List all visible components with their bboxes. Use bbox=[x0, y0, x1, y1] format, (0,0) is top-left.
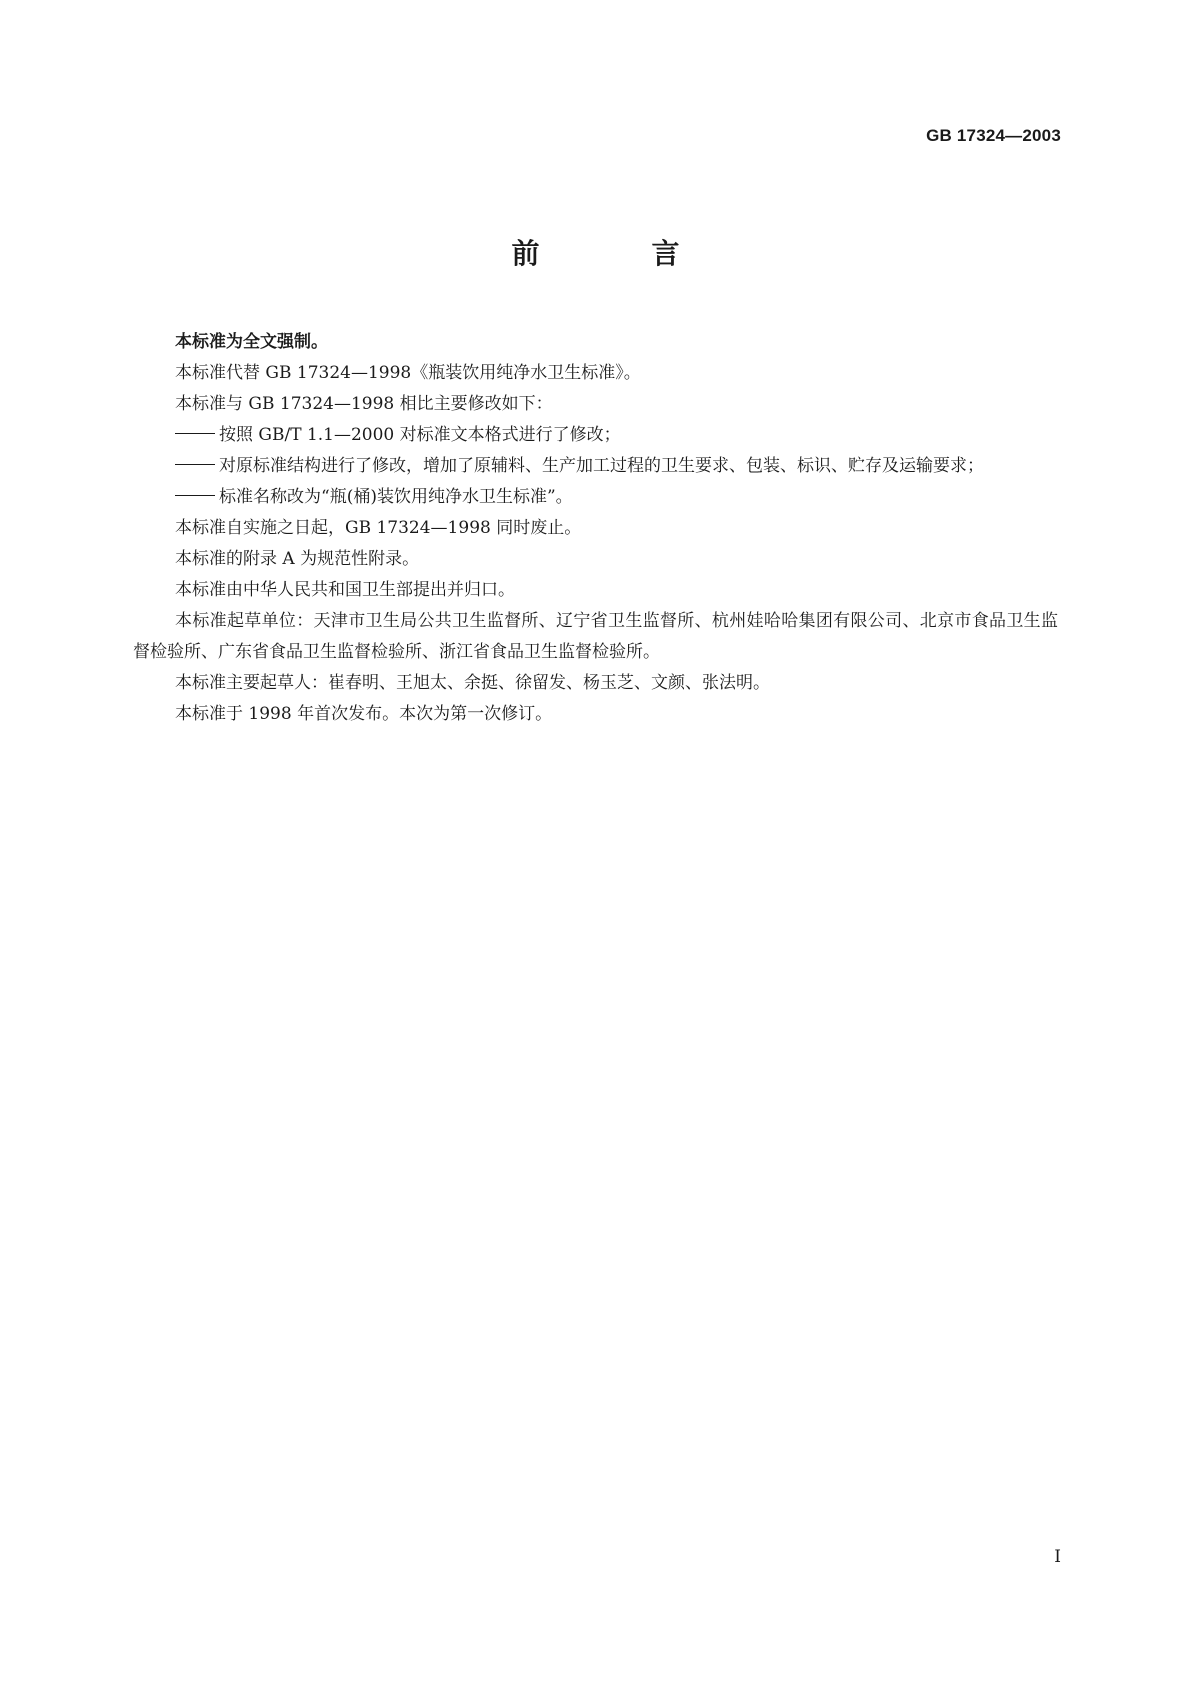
dash-icon bbox=[175, 482, 219, 513]
dash-item-structure bbox=[133, 451, 1058, 482]
dash-icon bbox=[175, 451, 219, 482]
dash-item-text: 标准名称改为“瓶(桶)装饮用纯净水卫生标准”。 bbox=[219, 487, 573, 507]
paragraph-annex: 本标准的附录 A 为规范性附录。 bbox=[175, 549, 420, 569]
dash-item-text: 按照 GB/T 1.1—2000 对标准文本格式进行了修改； bbox=[219, 425, 621, 445]
paragraph-changes-intro: 本标准与 GB 17324—1998 相比主要修改如下： bbox=[175, 394, 553, 414]
dash-icon bbox=[175, 420, 219, 451]
page-number: I bbox=[1054, 1547, 1061, 1567]
paragraph-drafters: 本标准主要起草人：崔春明、王旭太、余挺、徐留发、杨玉芝、文颜、张法明。 bbox=[175, 673, 770, 693]
paragraph-history: 本标准于 1998 年首次发布。本次为第一次修订。 bbox=[175, 704, 553, 724]
paragraph-replaces: 本标准代替 GB 17324—1998《瓶装饮用纯净水卫生标准》。 bbox=[175, 363, 641, 383]
paragraph-drafting-units: 本标准起草单位：天津市卫生局公共卫生监督所、辽宁省卫生监督所、杭州娃哈哈集团有限公司、北京市食品卫生监督检验所、广东省食品卫生监督检验所、浙江省食品卫生监督检验所。 bbox=[133, 611, 1058, 662]
foreword-body bbox=[133, 327, 1058, 730]
paragraph-mandatory: 本标准为全文强制。 bbox=[175, 332, 328, 352]
paragraph-abolish: 本标准自实施之日起，GB 17324—1998 同时废止。 bbox=[175, 518, 582, 538]
page-title: 前 言 bbox=[511, 237, 722, 270]
document-code: GB 17324—2003 bbox=[926, 126, 1061, 145]
dash-item-text: 对原标准结构进行了修改，增加了原辅料、生产加工过程的卫生要求、包装、标识、贮存及运输要求； bbox=[219, 456, 984, 476]
dash-item-format bbox=[133, 420, 1058, 451]
dash-item-name bbox=[133, 482, 1058, 513]
paragraph-proposer: 本标准由中华人民共和国卫生部提出并归口。 bbox=[175, 580, 515, 600]
